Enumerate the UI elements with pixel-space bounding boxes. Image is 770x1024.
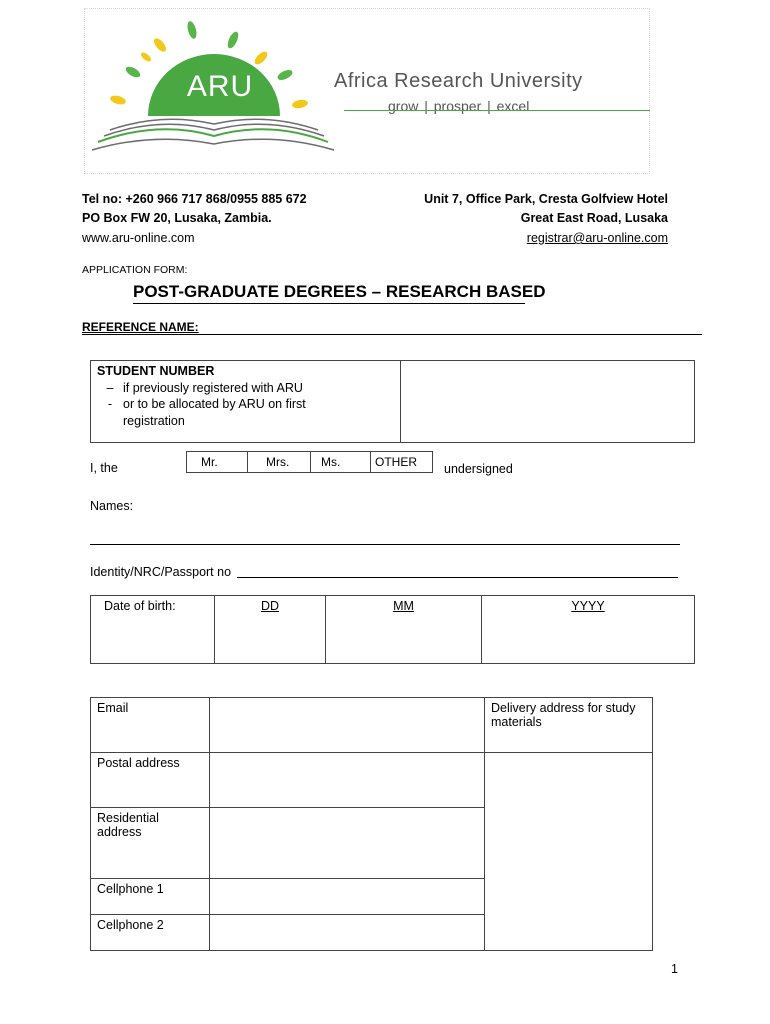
student-number-text: STUDENT NUMBER – if previously registered with ARU - or to be allocated by ARU on first registration: [97, 364, 306, 428]
leaf-icon: [109, 94, 127, 106]
student-number-note-1: if previously registered with ARU: [123, 380, 303, 395]
delivery-address-label: Delivery address for study materials: [485, 698, 653, 753]
email-label: Email: [91, 698, 210, 753]
student-number-field[interactable]: [401, 361, 694, 442]
student-number-note-2: or to be allocated by ARU on first: [123, 397, 306, 411]
form-title: POST-GRADUATE DEGREES – RESEARCH BASED: [133, 282, 546, 301]
title-option-mr[interactable]: Mr.: [186, 451, 248, 473]
title-options: [186, 451, 433, 473]
cellphone-1-field[interactable]: [210, 879, 485, 915]
leaf-icon: [152, 36, 168, 53]
student-number-box: [90, 360, 695, 443]
dob-month[interactable]: MM: [326, 596, 482, 664]
postal-address-field[interactable]: [210, 753, 485, 808]
cellphone-1-label: Cellphone 1: [91, 879, 210, 915]
i-the-label: I, the: [90, 461, 118, 475]
postal-address-label: Postal address: [91, 753, 210, 808]
title-option-ms[interactable]: Ms.: [311, 451, 371, 473]
po-box: PO Box FW 20, Lusaka, Zambia.: [82, 211, 272, 225]
student-number-heading: STUDENT NUMBER: [97, 364, 215, 378]
address-line-1: Unit 7, Office Park, Cresta Golfview Hotel: [424, 192, 668, 206]
residential-address-field[interactable]: [210, 808, 485, 879]
date-of-birth-table: [90, 595, 695, 664]
title-option-mrs[interactable]: Mrs.: [248, 451, 311, 473]
registrar-email-link[interactable]: registrar@aru-online.com: [526, 231, 668, 245]
dob-label: Date of birth:: [91, 596, 215, 664]
leaf-icon: [124, 65, 142, 80]
dob-day[interactable]: DD: [215, 596, 326, 664]
names-field[interactable]: [90, 544, 680, 545]
page-number: 1: [671, 962, 678, 976]
student-number-note-2-cont: registration: [123, 413, 185, 428]
leaf-icon: [253, 50, 270, 67]
logo-initials: ARU: [186, 70, 254, 103]
cellphone-2-field[interactable]: [210, 915, 485, 951]
leaf-icon: [291, 99, 308, 110]
tagline-underline: [344, 110, 650, 111]
reference-name-field[interactable]: [82, 334, 702, 335]
residential-address-label: Residential address: [91, 808, 210, 879]
reference-name-label: REFERENCE NAME:: [82, 320, 199, 334]
tel-number: Tel no: +260 966 717 868/0955 885 672: [82, 192, 307, 206]
identity-label: Identity/NRC/Passport no: [90, 565, 232, 579]
title-option-other[interactable]: OTHER: [371, 451, 433, 473]
names-label: Names:: [90, 499, 134, 513]
website-link[interactable]: www.aru-online.com: [82, 231, 195, 245]
identity-field[interactable]: [237, 577, 678, 578]
cellphone-2-label: Cellphone 2: [91, 915, 210, 951]
university-name: Africa Research University: [334, 70, 583, 92]
email-field[interactable]: [210, 698, 485, 753]
undersigned-label: undersigned: [444, 462, 513, 476]
title-underline: [133, 303, 525, 304]
leaf-icon: [186, 20, 198, 39]
address-line-2: Great East Road, Lusaka: [520, 211, 668, 225]
leaf-icon: [139, 51, 152, 63]
contact-details-table: [90, 697, 653, 951]
leaf-icon: [276, 68, 294, 82]
dob-year[interactable]: YYYY: [482, 596, 695, 664]
university-tagline: grow | prosper | excel: [388, 98, 530, 114]
leaf-icon: [226, 30, 241, 50]
delivery-address-field[interactable]: [485, 753, 653, 951]
form-label: APPLICATION FORM:: [82, 264, 188, 276]
